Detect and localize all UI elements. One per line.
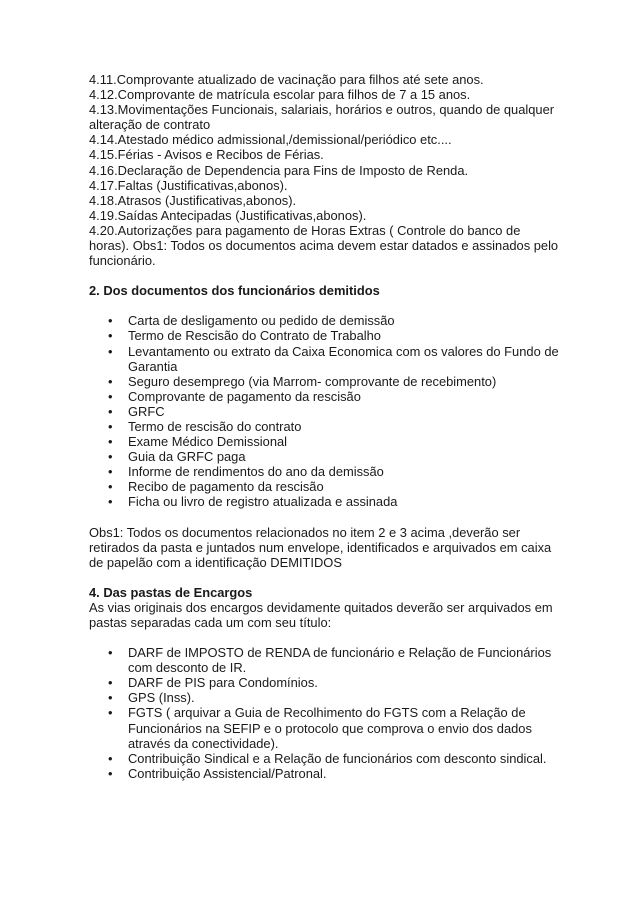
- section-4-intro: As vias originais dos encargos devidamente quitados deverão ser arquivados em pastas separadas cada um com seu título:: [89, 599, 553, 630]
- list-item: • Comprovante de pagamento da rescisão: [89, 389, 559, 404]
- item-4-12: 4.12.Comprovante de matrícula escolar para filhos de 7 a 15 anos.: [89, 87, 471, 103]
- section-4-bullet-list: [89, 645, 559, 781]
- item-4-15: 4.15.Férias - Avisos e Recibos de Férias.: [89, 147, 324, 163]
- list-item: • Exame Médico Demissional: [89, 434, 559, 449]
- list-item: • Guia da GRFC paga: [89, 449, 559, 464]
- section-2-heading: 2. Dos documentos dos funcionários demitidos: [89, 283, 380, 299]
- spacer: [89, 268, 559, 283]
- spacer: [89, 570, 559, 585]
- list-item: • Contribuição Assistencial/Patronal.: [89, 766, 559, 781]
- list-item: • Levantamento ou extrato da Caixa Economica com os valores do Fundo de Garantia: [89, 344, 559, 374]
- spacer: [89, 630, 559, 645]
- list-item: • FGTS ( arquivar a Guia de Recolhimento do FGTS com a Relação de Funcionários na SEFIP e o protocolo que comprova o envio dos dados através da conectividade).: [89, 705, 559, 750]
- item-4-16: 4.16.Declaração de Dependencia para Fins de Imposto de Renda.: [89, 162, 469, 178]
- list-item: • Termo de rescisão do contrato: [89, 419, 559, 434]
- list-item: • Termo de Rescisão do Contrato de Trabalho: [89, 328, 559, 343]
- item-4-17: 4.17.Faltas (Justificativas,abonos).: [89, 177, 288, 193]
- list-item: • Recibo de pagamento da rescisão: [89, 479, 559, 494]
- item-4-14: 4.14.Atestado médico admissional,/demissional/periódico etc....: [89, 132, 452, 148]
- item-4-18: 4.18.Atrasos (Justificativas,abonos).: [89, 192, 297, 208]
- item-4-13: 4.13.Movimentações Funcionais, salariais, horários e outros, quando de qualquer alteração de contrato: [89, 102, 555, 133]
- spacer: [89, 510, 559, 525]
- list-item: • Ficha ou livro de registro atualizada e assinada: [89, 494, 559, 509]
- list-item: • Informe de rendimentos do ano da demissão: [89, 464, 559, 479]
- list-item: • GPS (Inss).: [89, 690, 559, 705]
- list-item: • Contribuição Sindical e a Relação de funcionários com desconto sindical.: [89, 751, 559, 766]
- spacer: [89, 298, 559, 313]
- list-item: • DARF de PIS para Condomínios.: [89, 675, 559, 690]
- item-4-20: 4.20.Autorizações para pagamento de Horas Extras ( Controle do banco de horas). Obs1: Todos os documentos acima devem estar datados e assinados pelo funcionário.: [89, 222, 559, 269]
- section-4-heading: 4. Das pastas de Encargos: [89, 584, 253, 600]
- list-item: • DARF de IMPOSTO de RENDA de funcionário e Relação de Funcionários com desconto de IR.: [89, 645, 559, 675]
- section-2-note: Obs1: Todos os documentos relacionados no item 2 e 3 acima ,deverão ser retirados da pasta e juntados num envelope, identificados e arquivados em caixa de papelão com a identificação DEMITIDOS: [89, 524, 552, 570]
- item-4-19: 4.19.Saídas Antecipadas (Justificativas,abonos).: [89, 207, 367, 223]
- section-2-bullet-list: [89, 313, 559, 509]
- list-item: • Carta de desligamento ou pedido de demissão: [89, 313, 559, 328]
- list-item: • Seguro desemprego (via Marrom- comprovante de recebimento): [89, 374, 559, 389]
- list-item: • GRFC: [89, 404, 559, 419]
- item-4-11: 4.11.Comprovante atualizado de vacinação para filhos até sete anos.: [89, 72, 484, 87]
- items-list-4: [89, 72, 559, 268]
- document-body: [89, 72, 559, 781]
